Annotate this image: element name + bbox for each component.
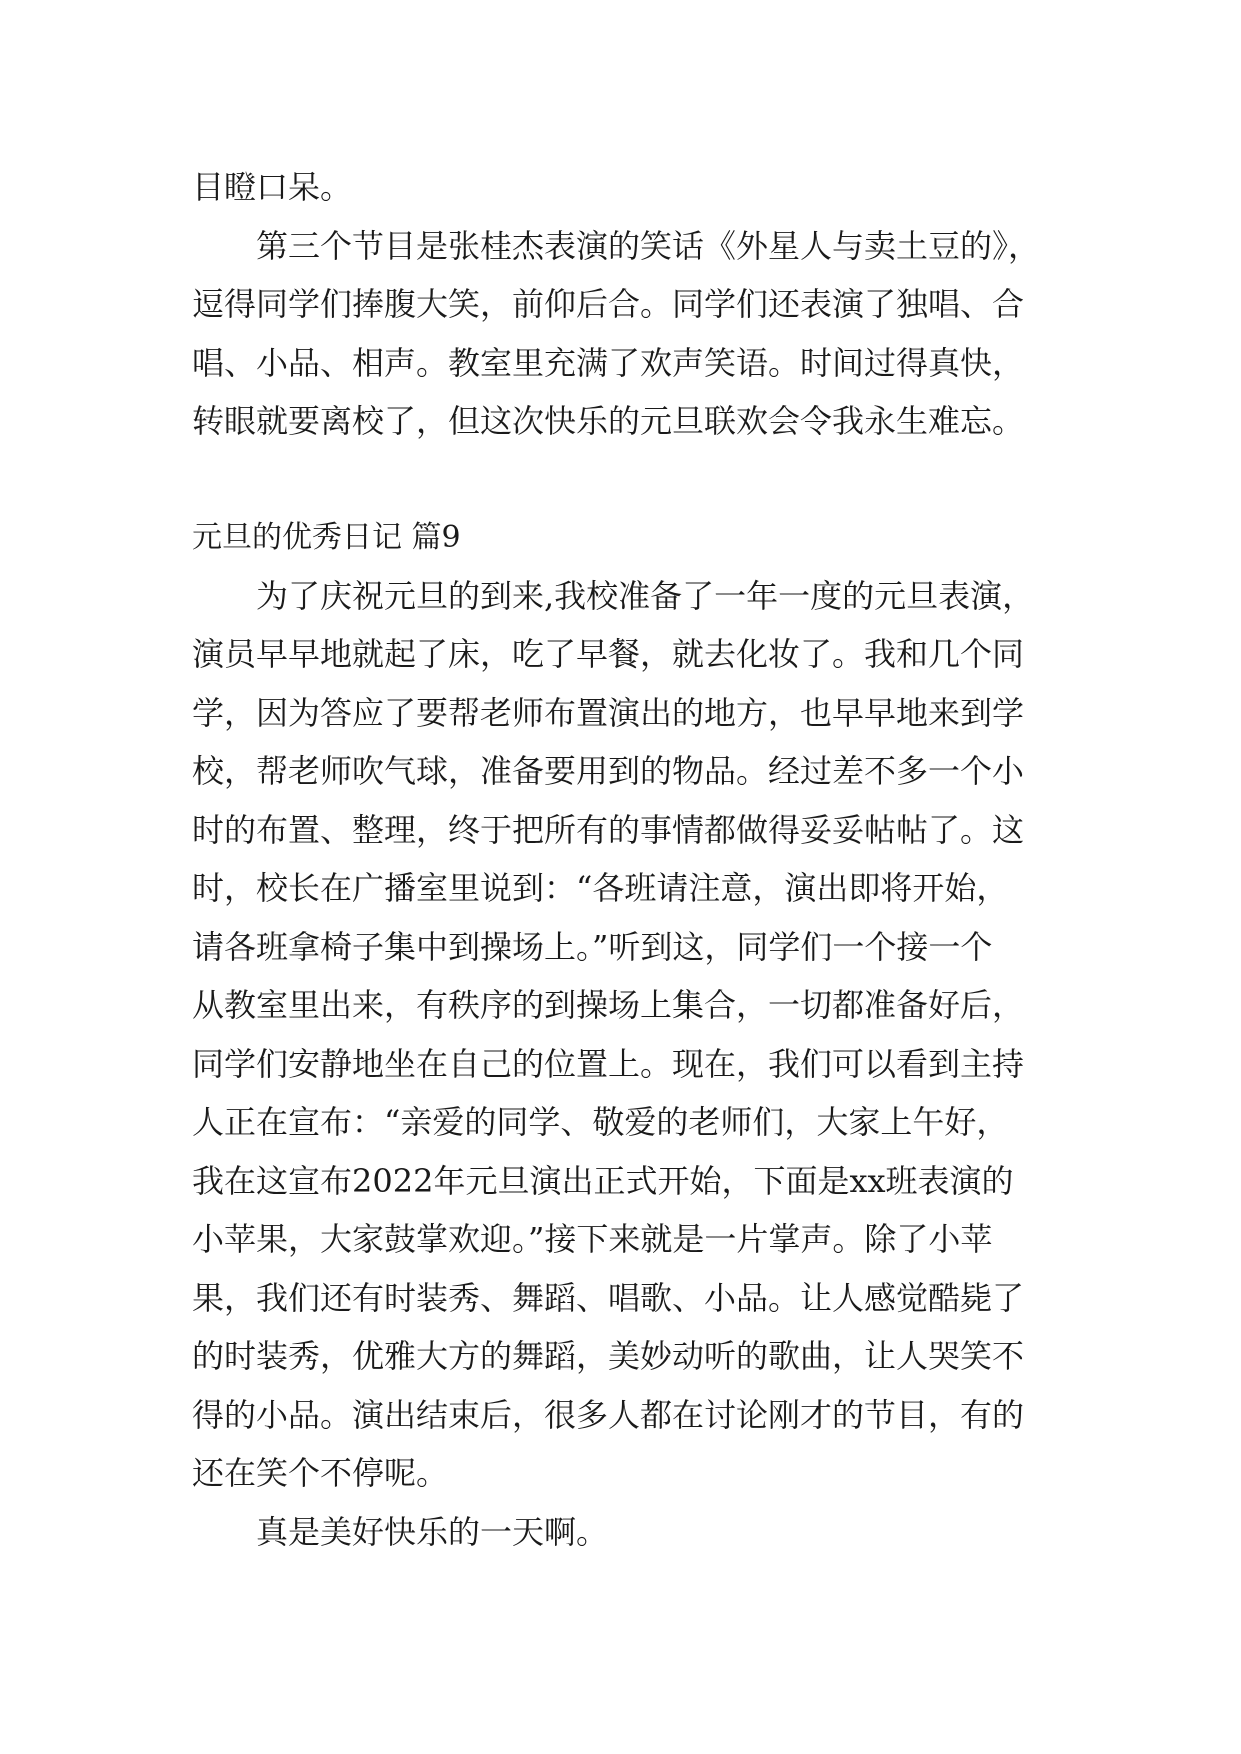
closing-line: 真是美好快乐的一天啊。	[256, 1512, 609, 1551]
text-line: 从教室里出来，有秩序的到操场上集合，一切都准备好后，	[192, 986, 1025, 1024]
text-line: 我在这宣布2022年元旦演出正式开始，下面是xx班表演的	[192, 1161, 1014, 1200]
text-line: 逗得同学们捧腹大笑，前仰后合。同学们还表演了独唱、合	[192, 285, 1025, 323]
text-line: 同学们安静地坐在自己的位置上。现在，我们可以看到主持	[192, 1044, 1025, 1083]
text-line: 的时装秀，优雅大方的舞蹈，美妙动听的歌曲，让人哭笑不	[192, 1337, 1025, 1375]
section-heading: 元旦的优秀日记 篇9	[192, 519, 461, 555]
paragraph-gap	[192, 451, 1062, 509]
paragraph-start-line: 为了庆祝元旦的到来,我校准备了一年一度的元旦表演，	[256, 576, 1035, 615]
text-line: 人正在宣布：“亲爱的同学、敬爱的老师们，大家上午好，	[192, 1103, 1009, 1141]
paragraph-start-line: 第三个节目是张桂杰表演的笑话《外星人与卖土豆的》，	[256, 226, 1041, 265]
text-line: 学，因为答应了要帮老师布置演出的地方，也早早地来到学	[192, 693, 1025, 732]
document-page	[192, 158, 1062, 1561]
text-line: 还在笑个不停呢。	[192, 1454, 449, 1492]
text-line: 时的布置、整理，终于把所有的事情都做得妥妥帖帖了。这	[192, 810, 1025, 849]
text-line: 唱、小品、相声。教室里充满了欢声笑语。时间过得真快，	[192, 343, 1025, 382]
text-line: 得的小品。演出结束后，很多人都在讨论刚才的节目，有的	[192, 1395, 1025, 1434]
text-line: 转眼就要离校了，但这次快乐的元旦联欢会令我永生难忘。	[192, 402, 1025, 440]
text-line: 演员早早地就起了床，吃了早餐，就去化妆了。我和几个同	[192, 635, 1025, 673]
text-line: 果，我们还有时装秀、舞蹈、唱歌、小品。让人感觉酷毙了	[192, 1278, 1025, 1317]
text-line: 目瞪口呆。	[192, 168, 353, 206]
text-line: 小苹果，大家鼓掌欢迎。”接下来就是一片掌声。除了小苹	[192, 1220, 993, 1258]
text-line: 请各班拿椅子集中到操场上。”听到这，同学们一个接一个	[192, 927, 993, 966]
text-line: 校，帮老师吹气球，准备要用到的物品。经过差不多一个小	[192, 752, 1025, 790]
text-line: 时，校长在广播室里说到：“各班请注意，演出即将开始，	[192, 869, 1009, 907]
